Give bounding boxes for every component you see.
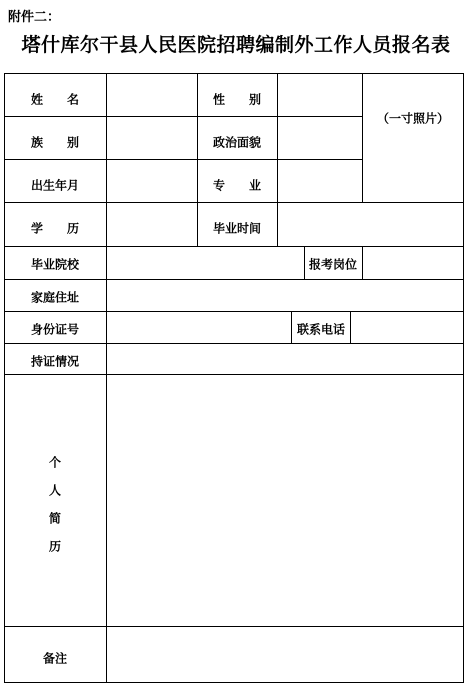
gender-value-cell[interactable] — [277, 73, 363, 117]
photo-cell[interactable] — [362, 73, 464, 203]
name-label: 姓 名 — [30, 92, 80, 107]
resume-char: 简 — [48, 511, 62, 526]
attachment-label: 附件二： — [8, 10, 61, 25]
id-value-cell[interactable] — [106, 311, 292, 344]
education-value-cell[interactable] — [106, 202, 198, 247]
grad-time-label: 毕业时间 — [212, 221, 262, 236]
phone-value-cell[interactable] — [350, 311, 464, 344]
form-title: 塔什库尔干县人民医院招聘编制外工作人员报名表 — [21, 34, 451, 56]
remarks-label: 备注 — [42, 651, 68, 666]
resume-label-cell — [4, 374, 107, 627]
resume-value-cell[interactable] — [106, 374, 464, 627]
phone-label: 联系电话 — [296, 322, 346, 337]
politics-label: 政治面貌 — [212, 135, 262, 150]
politics-value-cell[interactable] — [277, 116, 363, 160]
resume-char: 历 — [48, 539, 62, 554]
ethnicity-label: 族 别 — [30, 135, 80, 150]
photo-label: （一寸照片） — [376, 111, 450, 126]
major-value-cell[interactable] — [277, 159, 363, 203]
cert-label: 持证情况 — [30, 354, 80, 369]
school-value-cell[interactable] — [106, 246, 305, 280]
id-label: 身份证号 — [30, 322, 80, 337]
name-value-cell[interactable] — [106, 73, 198, 117]
education-label: 学 历 — [30, 221, 80, 236]
resume-char: 个 — [48, 455, 62, 470]
remarks-value-cell[interactable] — [106, 626, 464, 683]
ethnicity-value-cell[interactable] — [106, 116, 198, 160]
major-label: 专 业 — [212, 178, 262, 193]
grad-time-value-cell[interactable] — [277, 202, 464, 247]
address-value-cell[interactable] — [106, 279, 464, 312]
birth-label: 出生年月 — [30, 178, 80, 193]
birth-value-cell[interactable] — [106, 159, 198, 203]
position-value-cell[interactable] — [362, 246, 464, 280]
school-label: 毕业院校 — [30, 257, 80, 272]
gender-label: 性 别 — [212, 92, 262, 107]
address-label: 家庭住址 — [30, 290, 80, 305]
resume-char: 人 — [48, 483, 62, 498]
position-label: 报考岗位 — [308, 257, 358, 272]
cert-value-cell[interactable] — [106, 343, 464, 375]
